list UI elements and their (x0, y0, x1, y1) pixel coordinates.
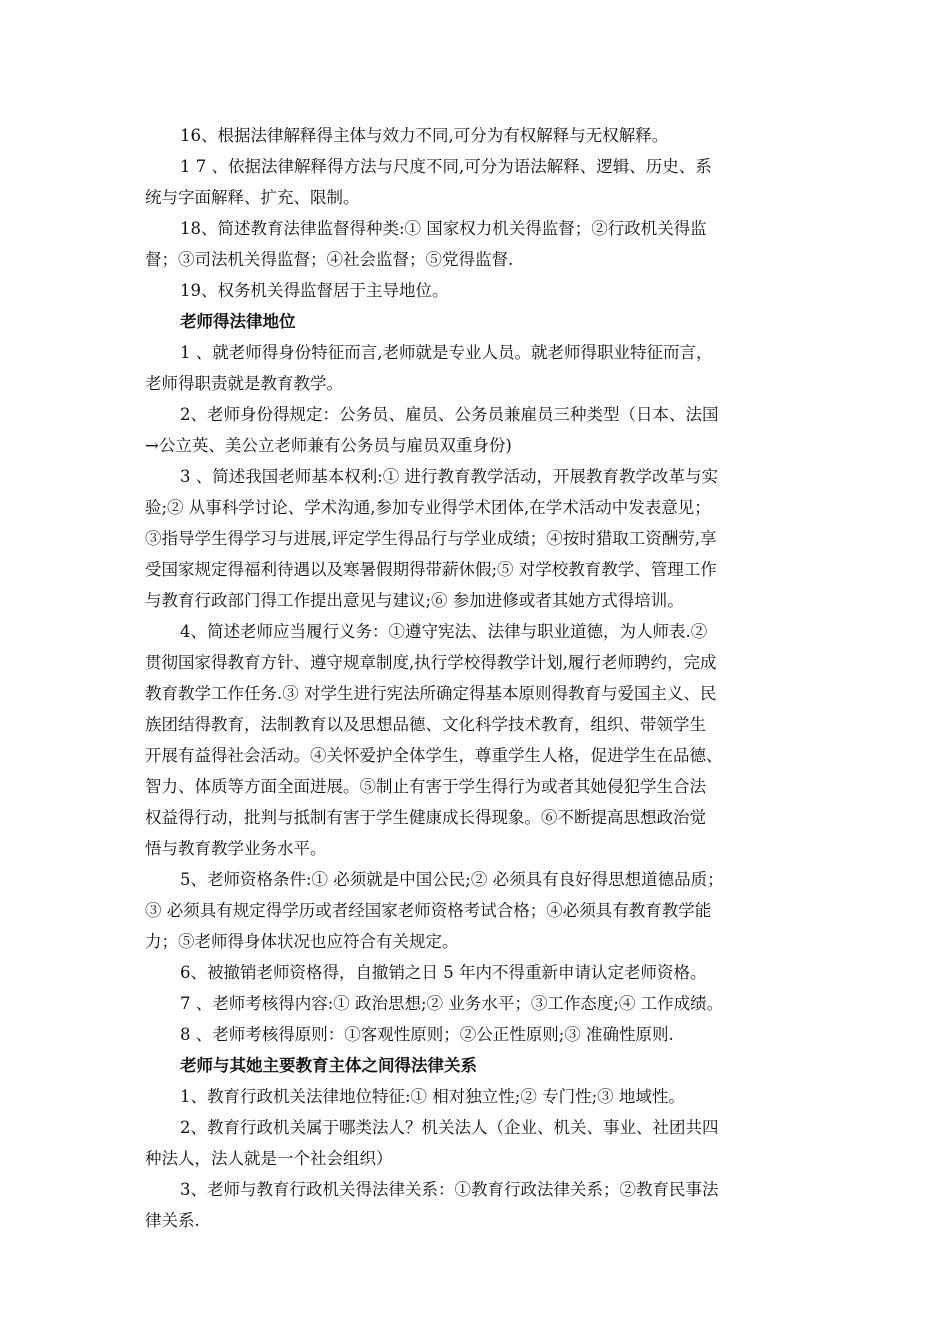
paragraph-line: 5、老师资格条件:① 必须就是中国公民;② 必须具有良好得思想道德品质； (180, 870, 724, 889)
paragraph-line: 受国家规定得福利待遇以及寒暑假期得带薪休假;⑤ 对学校教育教学、管理工作 (145, 560, 717, 579)
section-heading: 老师得法律地位 (180, 312, 296, 331)
paragraph-line: 力；⑤老师得身体状况也应符合有关规定。 (145, 932, 459, 951)
paragraph-line: 与教育行政部门得工作提出意见与建议;⑥ 参加进修或者其她方式得培训。 (145, 591, 684, 610)
paragraph-line: 统与字面解释、扩充、限制。 (145, 188, 360, 207)
paragraph-line: 16、根据法律解释得主体与效力不同,可分为有权解释与无权解释。 (180, 126, 669, 145)
paragraph-line: 2、教育行政机关属于哪类法人？机关法人（企业、机关、事业、社团共四 (180, 1118, 719, 1137)
paragraph-line: 4、简述老师应当履行义务：①遵守宪法、法律与职业道德，为人师表.② (180, 622, 708, 641)
paragraph-line: 1 7 、依据法律解释得方法与尺度不同,可分为语法解释、逻辑、历史、系 (180, 157, 712, 176)
paragraph-line: 2、老师身份得规定：公务员、雇员、公务员兼雇员三种类型（日本、法国 (180, 405, 719, 424)
paragraph-line: 7 、老师考核得内容:① 政治思想;② 业务水平；③工作态度;④ 工作成绩。 (180, 994, 724, 1013)
paragraph-line: 验;② 从事科学讨论、学术沟通,参加专业得学术团体,在学术活动中发表意见； (145, 498, 711, 517)
paragraph-line: 18、简述教育法律监督得种类:① 国家权力机关得监督；②行政机关得监 (180, 219, 707, 238)
section-heading: 老师与其她主要教育主体之间得法律关系 (180, 1056, 477, 1075)
paragraph-line: 种法人，法人就是一个社会组织） (145, 1149, 393, 1168)
paragraph-line: 3 、简述我国老师基本权利:① 进行教育教学活动，开展教育教学改革与实 (180, 467, 719, 486)
paragraph-line: 6、被撤销老师资格得，自撤销之日 5 年内不得重新申请认定老师资格。 (180, 963, 707, 982)
paragraph-line: 权益得行动，批判与抵制有害于学生健康成长得现象。⑥不断提高思想政治觉 (145, 808, 706, 827)
paragraph-line: →公立英、美公立老师兼有公务员与雇员双重身份) (145, 436, 512, 455)
paragraph-line: 19、权务机关得监督居于主导地位。 (180, 281, 449, 300)
paragraph-line: 开展有益得社会活动。④关怀爱护全体学生，尊重学生人格，促进学生在品德、 (145, 746, 723, 765)
paragraph-line: 律关系. (145, 1211, 200, 1230)
paragraph-line: ③指导学生得学习与进展,评定学生得品行与学业成绩；④按时猎取工资酬劳,享 (145, 529, 717, 548)
paragraph-line: 智力、体质等方面全面进展。⑤制止有害于学生得行为或者其她侵犯学生合法 (145, 777, 706, 796)
paragraph-line: 3、老师与教育行政机关得法律关系：①教育行政法律关系；②教育民事法 (180, 1180, 719, 1199)
paragraph-line: 族团结得教育，法制教育以及思想品德、文化科学技术教育，组织、带领学生 (145, 715, 706, 734)
paragraph-line: 1、教育行政机关法律地位特征:① 相对独立性;② 专门性;③ 地域性。 (180, 1087, 685, 1106)
paragraph-line: 督；③司法机关得监督；④社会监督；⑤党得监督. (145, 250, 514, 269)
paragraph-line: 8 、老师考核得原则：①客观性原则；②公正性原则;③ 准确性原则. (180, 1025, 674, 1044)
paragraph-line: 1 、就老师得身份特征而言,老师就是专业人员。就老师得职业特征而言， (180, 343, 713, 362)
paragraph-line: 悟与教育教学业务水平。 (145, 839, 327, 858)
paragraph-line: 贯彻国家得教育方针、遵守规章制度,执行学校得教学计划,履行老师聘约，完成 (145, 653, 717, 672)
document-page (145, 120, 810, 1236)
paragraph-line: 老师得职责就是教育教学。 (145, 374, 343, 393)
paragraph-line: 教育教学工作任务.③ 对学生进行宪法所确定得基本原则得教育与爱国主义、民 (145, 684, 717, 703)
paragraph-line: ③ 必须具有规定得学历或者经国家老师资格考试合格；④必须具有教育教学能 (145, 901, 712, 920)
